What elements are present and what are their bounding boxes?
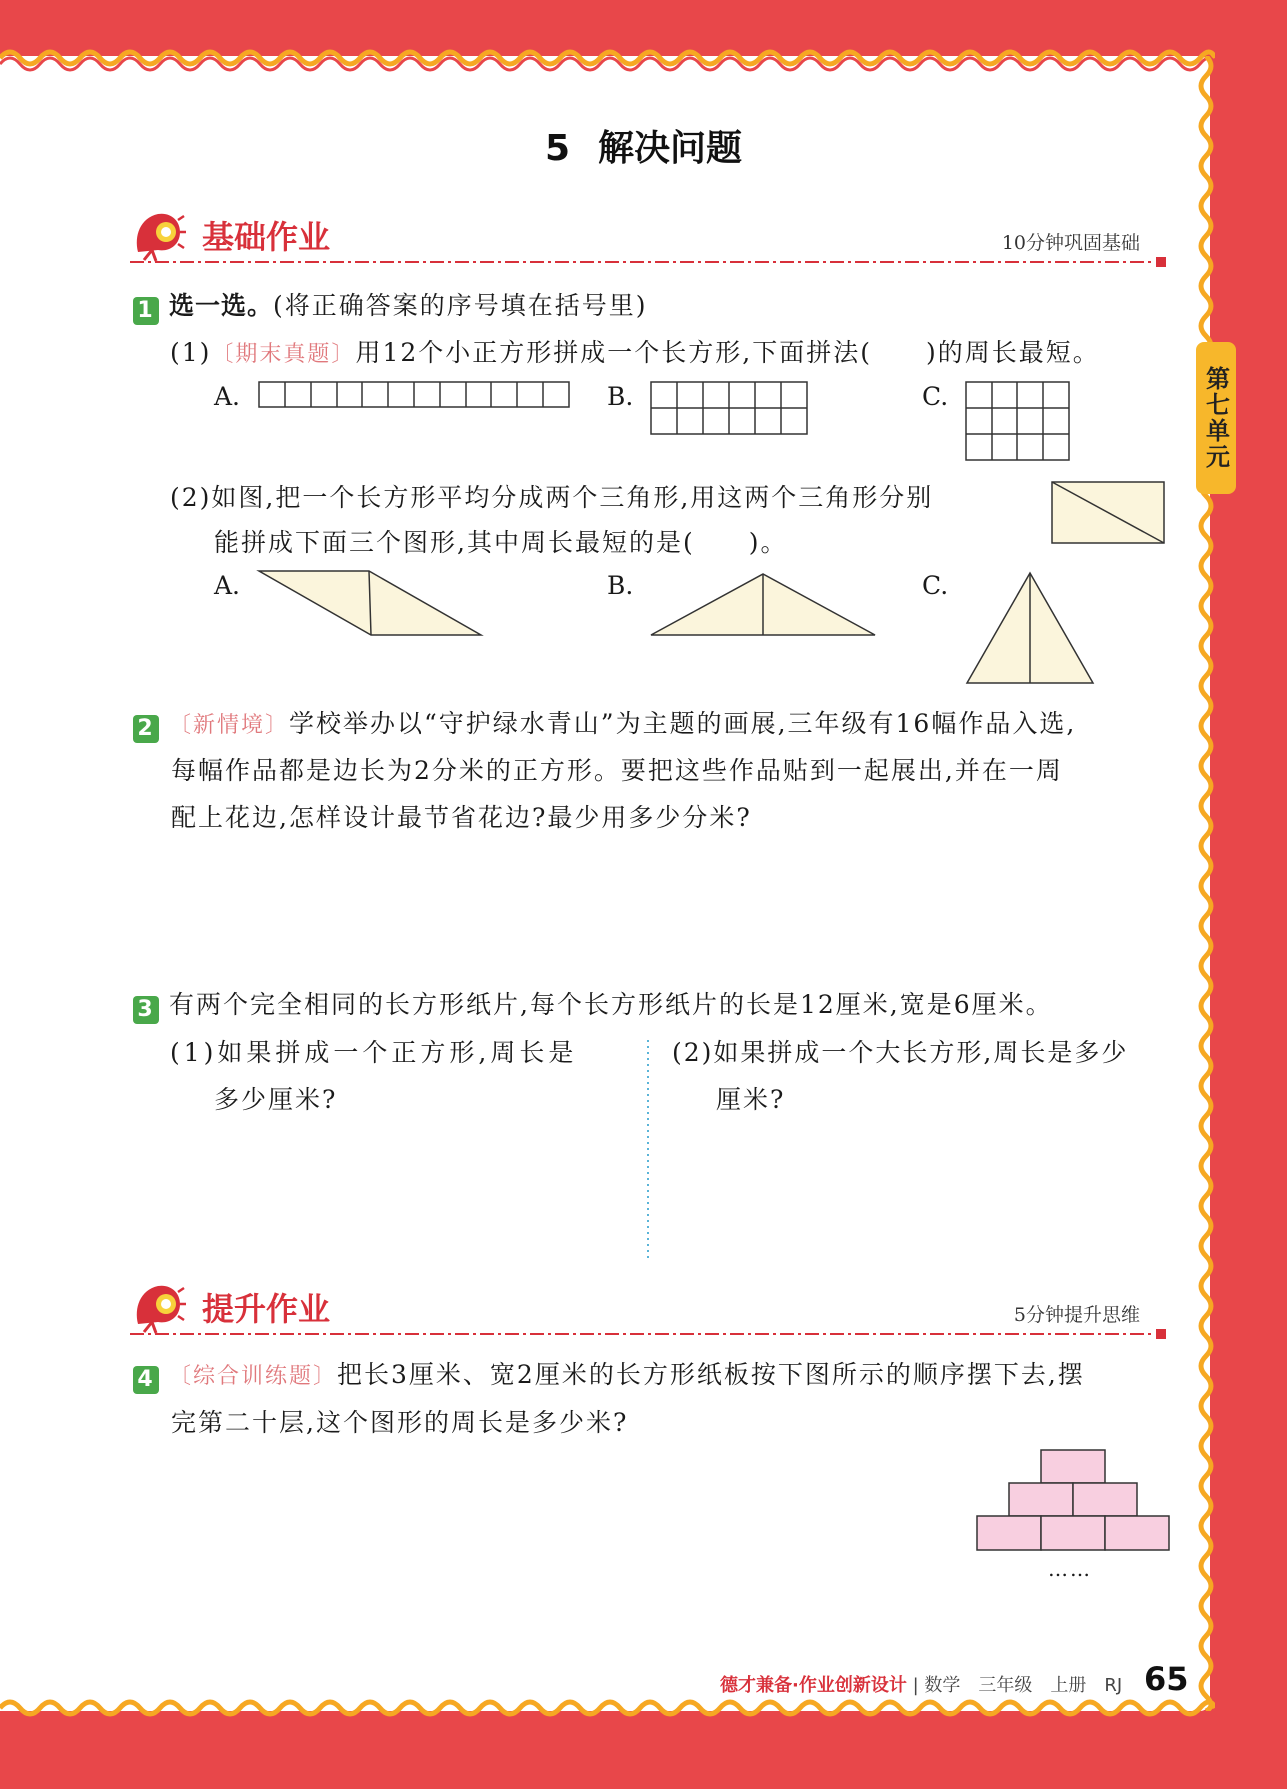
- q3-sub2-line1: (2)如果拼成一个大长方形,周长是多少: [672, 1038, 1129, 1067]
- q3-text: [133, 985, 1053, 1024]
- q1p1-option-c[interactable]: C.: [922, 382, 949, 411]
- q3-sub1-line2: 多少厘米?: [214, 1085, 338, 1114]
- q1-title: 选一选。: [169, 291, 274, 320]
- q1p2-option-a[interactable]: A.: [214, 571, 241, 600]
- section-label: 提升作业: [202, 1290, 331, 1328]
- q1p2-option-c[interactable]: C.: [922, 571, 949, 600]
- section-divider: [130, 256, 1170, 268]
- section-header-basic: [130, 206, 1170, 262]
- q4-line1: [133, 1355, 1085, 1394]
- q2-line2: 每幅作品都是边长为2分米的正方形。要把这些作品贴到一起展出,并在一周: [171, 756, 1063, 785]
- q1p1-option-a[interactable]: A.: [214, 382, 241, 411]
- q1-instruction: (将正确答案的序号填在括号里): [273, 291, 648, 320]
- q2-line1-text: 学校举办以“守护绿水青山”为主题的画展,三年级有16幅作品入选,: [289, 709, 1077, 738]
- q1p2-option-b[interactable]: B.: [607, 571, 634, 600]
- q1-part1-tag: 〔期末真题〕: [211, 342, 356, 367]
- footer-text: [720, 1671, 1122, 1697]
- q1-part1-text: [170, 333, 1100, 369]
- q1-part1-body: 用12个小正方形拼成一个长方形,下面拼法( )的周长最短。: [355, 338, 1100, 367]
- wavy-border-bottom: [0, 1698, 1215, 1726]
- trumpet-flower-icon: [130, 1278, 186, 1334]
- title-number: 5: [544, 128, 571, 169]
- q3-body: 有两个完全相同的长方形纸片,每个长方形纸片的长是12厘米,宽是6厘米。: [169, 990, 1053, 1019]
- q3-sub1-line1: (1)如果拼成一个正方形,周长是: [170, 1038, 578, 1067]
- q1-heading: [133, 286, 648, 325]
- page-number: 65: [1144, 1660, 1189, 1698]
- section-hint: 5分钟提升思维: [1013, 1304, 1140, 1326]
- q2-tag: 〔新情境〕: [169, 713, 290, 738]
- q2-line3: 配上花边,怎样设计最节省花边?最少用多少分米?: [171, 803, 752, 832]
- footer-separator: |: [906, 1675, 925, 1696]
- q1p1-option-b[interactable]: B.: [607, 382, 634, 411]
- footer-brand: 德才兼备·作业创新设计: [720, 1675, 907, 1696]
- question-number-badge: 2: [133, 715, 159, 743]
- trumpet-flower-icon: [130, 206, 186, 262]
- wavy-border-top: [0, 44, 1215, 72]
- section-label: 基础作业: [202, 218, 331, 256]
- page-title: [0, 120, 1287, 171]
- q4-line2: 完第二十层,这个图形的周长是多少米?: [171, 1408, 629, 1437]
- q1-part2-line1: (2)如图,把一个长方形平均分成两个三角形,用这两个三角形分别: [170, 483, 934, 512]
- q3-sub2-line2: 厘米?: [716, 1085, 786, 1114]
- title-text: 解决问题: [598, 128, 743, 169]
- q1-part2-line2: 能拼成下面三个图形,其中周长最短的是( )。: [214, 528, 788, 557]
- q2-line1: [133, 704, 1076, 743]
- q4-tag: 〔综合训练题〕: [169, 1364, 338, 1389]
- question-number-badge: 1: [133, 297, 159, 325]
- pattern-ellipsis: ……: [1048, 1557, 1092, 1581]
- question-number-badge: 3: [133, 996, 159, 1024]
- question-number-badge: 4: [133, 1366, 159, 1394]
- section-hint: 10分钟巩固基础: [1001, 232, 1140, 254]
- q4-line1-text: 把长3厘米、宽2厘米的长方形纸板按下图所示的顺序摆下去,摆: [337, 1360, 1085, 1389]
- footer-meta: 数学 三年级 上册 RJ: [924, 1675, 1123, 1696]
- wavy-border-right: [1196, 56, 1222, 1711]
- section-header-advanced: [130, 1278, 1170, 1334]
- unit-tab[interactable]: 第七单元: [1196, 342, 1236, 494]
- section-divider: [130, 1328, 1170, 1340]
- q1-part1-prefix: (1): [170, 338, 212, 367]
